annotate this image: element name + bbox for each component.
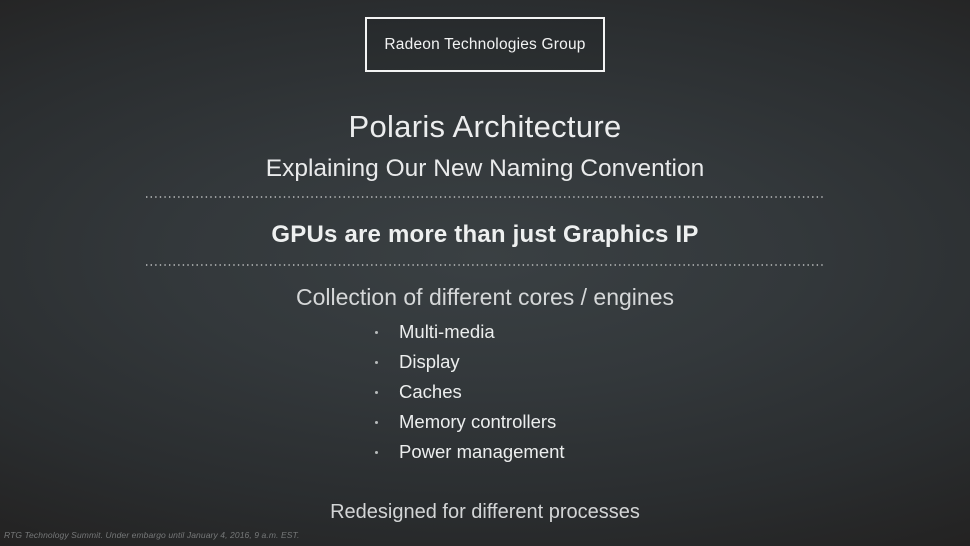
bullet-item bbox=[375, 347, 565, 377]
bullet-item bbox=[375, 317, 565, 347]
slide-title: Polaris Architecture bbox=[348, 109, 622, 144]
bullet-dot-icon bbox=[375, 331, 378, 334]
bullet-item-label: Power management bbox=[399, 441, 565, 462]
bullet-dot-icon bbox=[375, 361, 378, 364]
dotted-separator-bottom bbox=[146, 264, 824, 266]
bullet-item bbox=[375, 407, 565, 437]
bullet-dot-icon bbox=[375, 421, 378, 424]
bullet-dot-icon bbox=[375, 451, 378, 454]
bullet-item-label: Multi-media bbox=[399, 321, 495, 342]
bullet-list bbox=[375, 317, 565, 467]
list-heading: Collection of different cores / engines bbox=[295, 284, 675, 310]
bullet-item-label: Memory controllers bbox=[399, 411, 557, 432]
rtg-badge: Radeon Technologies Group bbox=[365, 17, 604, 72]
bullet-item-label: Display bbox=[399, 351, 460, 372]
bullet-dot-icon bbox=[375, 391, 378, 394]
dotted-separator-top bbox=[146, 196, 824, 198]
section-heading: GPUs are more than just Graphics IP bbox=[271, 221, 699, 248]
bullet-item bbox=[375, 377, 565, 407]
badge-container bbox=[0, 17, 970, 72]
closing-line: Redesigned for different processes bbox=[330, 501, 640, 523]
footnote: RTG Technology Summit. Under embargo until January 4, 2016, 9 a.m. EST. bbox=[4, 530, 300, 540]
slide-subtitle: Explaining Our New Naming Convention bbox=[265, 155, 705, 182]
bullet-item bbox=[375, 437, 565, 467]
bullet-item-label: Caches bbox=[399, 381, 462, 402]
